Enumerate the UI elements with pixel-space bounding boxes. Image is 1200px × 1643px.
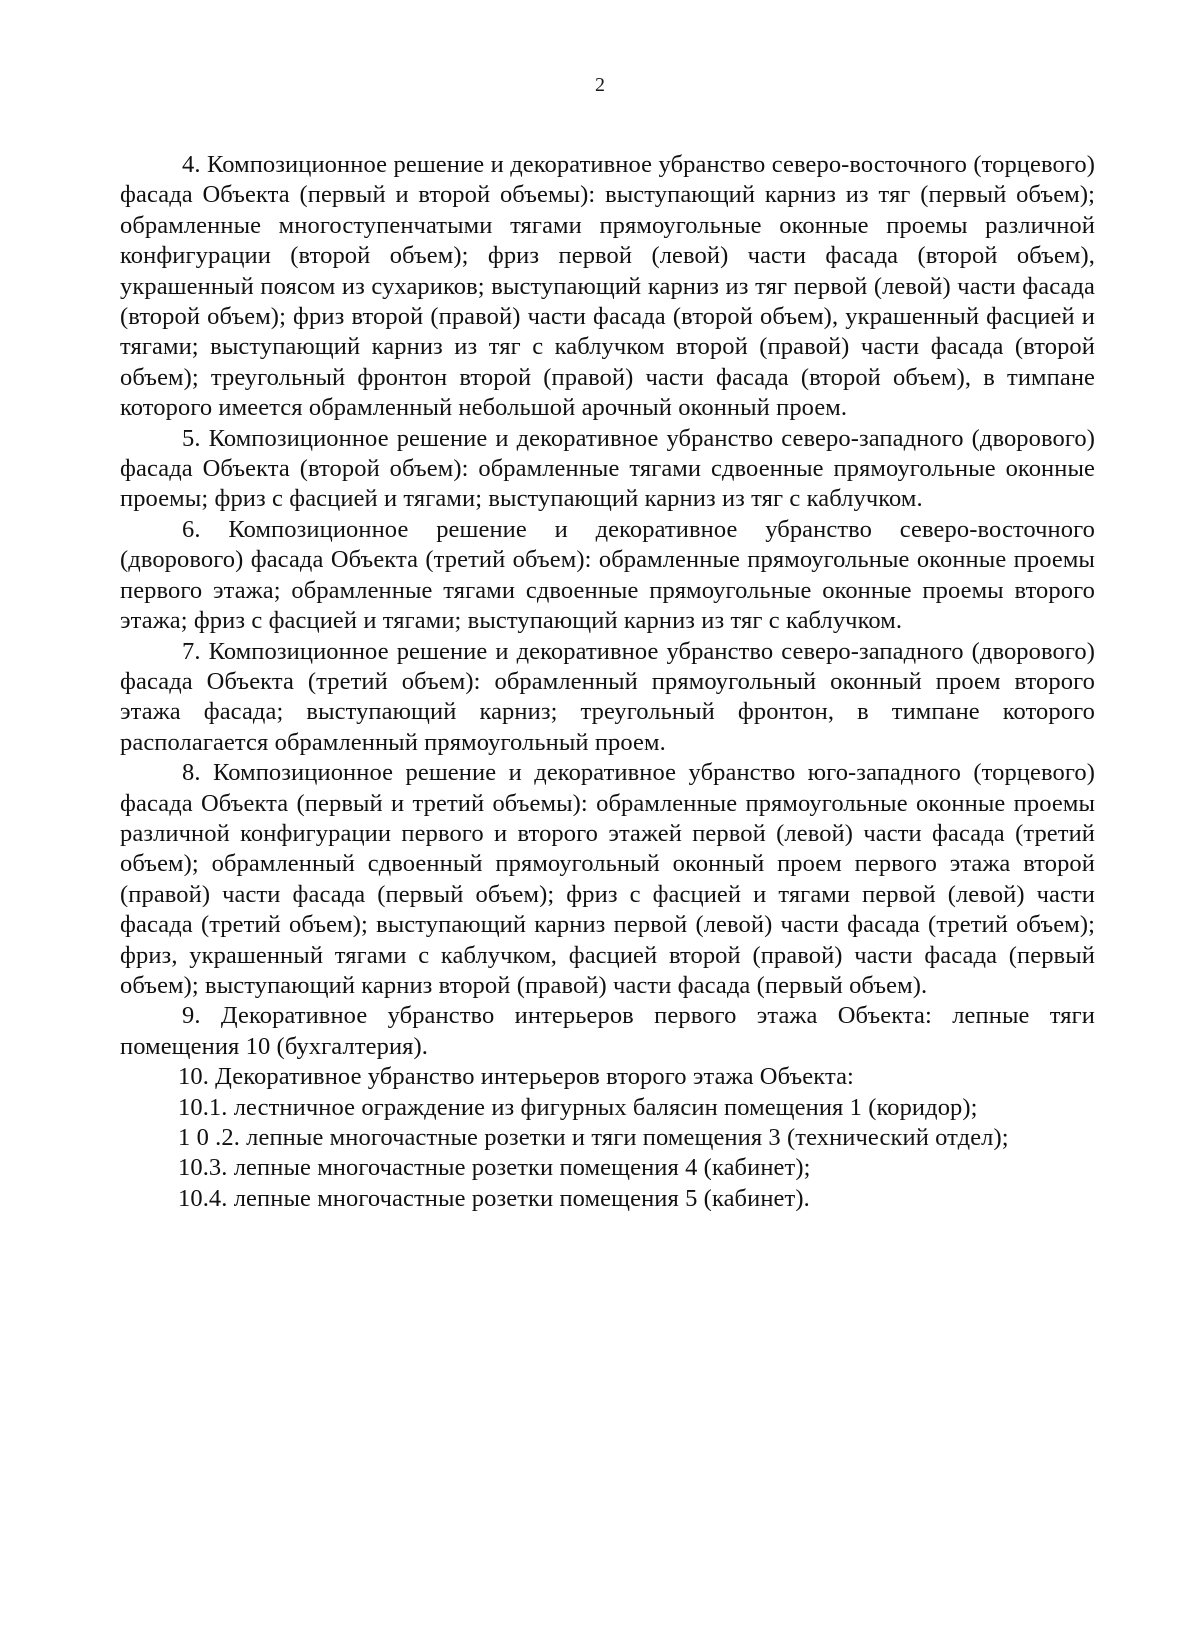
paragraph-item-9: 9. Декоративное убранство интерьеров первого этажа Объекта: лепные тяги помещения 10 (бухгалтерия). [120,1002,1095,1060]
interior-list [120,1062,1095,1214]
paragraph-item-8: 8. Композиционное решение и декоративное убранство юго-западного (торцевого) фасада Объекта (первый и третий объемы): обрамленные прямоугольные оконные проемы различной конфигурации первого и второго этажей первой (левой) части фасада (третий объем); обрамленный сдвоенный прямоугольный оконный проем первого этажа второй (правой) части фасада (первый объем); фриз с фасцией и тягами первой (левой) части фасада (третий объем); выступающий карниз первой (левой) части фасада (третий объем); фриз, украшенный тягами с каблучком, фасцией второй (правой) части фасада (первый объем); выступающий карниз второй (правой) части фасада (первый объем). [120,759,1095,999]
paragraph-item-6: 6. Композиционное решение и декоративное убранство северо-восточного (дворового) фасада Объекта (третий объем): обрамленные прямоугольные оконные проемы первого этажа; обрамленные тягами сдвоенные прямоугольные оконные проемы второго этажа; фриз с фасцией и тягами; выступающий карниз из тяг с каблучком. [120,515,1095,635]
list-item-10-1: 10.1. лестничное ограждение из фигурных балясин помещения 1 (коридор); [178,1093,978,1121]
document-body [120,150,1095,1214]
list-item-10-2: 1 0 .2. лепные многочастные розетки и тяги помещения 3 (технический отдел); [178,1124,1009,1151]
list-item-10-3: 10.3. лепные многочастные розетки помещения 4 (кабинет); [178,1154,811,1182]
page-number: 2 [595,74,605,96]
list-item-10-4: 10.4. лепные многочастные розетки помещения 5 (кабинет). [178,1184,810,1212]
paragraph-item-5: 5. Композиционное решение и декоративное убранство северо-западного (дворового) фасада Объекта (второй объем): обрамленные тягами сдвоенные прямоугольные оконные проемы; фриз с фасцией и тягами; выступающий карниз из тяг с каблучком. [120,424,1095,513]
paragraph-item-4: 4. Композиционное решение и декоративное убранство северо-восточного (торцевого) фасада Объекта (первый и второй объемы): выступающий карниз из тяг (первый объем); обрамленные многоступенчатыми тягами прямоугольные оконные проемы различной конфигурации (второй объем); фриз первой (левой) части фасада (второй объем), украшенный поясом из сухариков; выступающий карниз из тяг первой (левой) части фасада (второй объем); фриз второй (правой) части фасада (второй объем), украшенный фасцией и тягами; выступающий карниз из тяг с каблучком второй (правой) части фасада (второй объем); треугольный фронтон второй (правой) части фасада (второй объем), в тимпане которого имеется обрамленный небольшой арочный оконный проем. [120,151,1095,422]
paragraph-item-7: 7. Композиционное решение и декоративное убранство северо-западного (дворового) фасада Объекта (третий объем): обрамленный прямоугольный оконный проем второго этажа фасада; выступающий карниз; треугольный фронтон, в тимпане которого располагается обрамленный прямоугольный проем. [120,637,1095,756]
list-heading-item-10: 10. Декоративное убранство интерьеров второго этажа Объекта: [178,1063,854,1091]
